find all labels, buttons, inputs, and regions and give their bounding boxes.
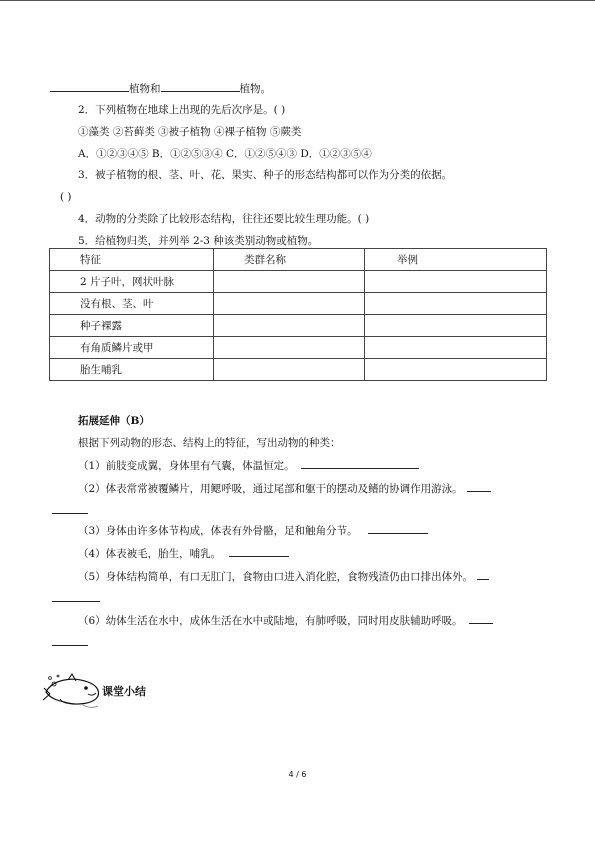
question-1-between: 植物和 bbox=[129, 83, 161, 95]
extension-item-2-continuation bbox=[52, 503, 88, 518]
answer-blank[interactable] bbox=[368, 523, 428, 534]
extension-item-5 bbox=[78, 569, 489, 584]
table-row bbox=[50, 359, 547, 381]
answer-blank[interactable] bbox=[161, 81, 240, 92]
page-number: 4 / 6 bbox=[288, 770, 307, 779]
question-4-stem: 4．动物的分类除了比较形态结构，往往还要比较生理功能。( ) bbox=[78, 213, 370, 225]
extension-item-text: （5）身体结构简单，有口无肛门，食物由口进入消化腔，食物残渣仍由口排出体外。 bbox=[78, 571, 474, 583]
table-cell-group-name[interactable] bbox=[214, 337, 365, 359]
extension-item-text: （4）体表被毛，胎生，哺乳。 bbox=[78, 548, 222, 560]
page-top-border bbox=[0, 0, 595, 1]
table-cell-example[interactable] bbox=[365, 315, 547, 337]
answer-blank[interactable] bbox=[301, 458, 419, 469]
section-heading-extension: 拓展延伸（B） bbox=[78, 415, 150, 427]
dolphin-mascot-icon bbox=[42, 672, 162, 712]
answer-blank[interactable] bbox=[229, 546, 289, 557]
table-cell-feature: 有角质鳞片或甲 bbox=[50, 337, 214, 359]
question-2-options: A．①②③④⑤ B．①②⑤③④ C．①②⑤④③ D．①②③⑤④ bbox=[78, 148, 372, 160]
table-header-example: 举例 bbox=[365, 249, 547, 271]
table-cell-example[interactable] bbox=[365, 271, 547, 293]
table-cell-feature: 2 片子叶，网状叶脉 bbox=[50, 271, 214, 293]
extension-item-2 bbox=[78, 481, 491, 496]
table-header-group-name: 类群名称 bbox=[214, 249, 365, 271]
answer-blank[interactable] bbox=[52, 591, 100, 602]
answer-blank[interactable] bbox=[469, 613, 493, 624]
extension-item-text: （1）前肢变成翼，身体里有气囊，体温恒定。 bbox=[78, 460, 295, 472]
extension-item-6 bbox=[78, 613, 493, 628]
extension-item-text: （6）幼体生活在水中，成体生活在水中或陆地，有肺呼吸，同时用皮肤辅助呼吸。 bbox=[78, 615, 463, 627]
table-cell-feature: 胎生哺乳 bbox=[50, 359, 214, 381]
table-cell-feature: 种子裸露 bbox=[50, 315, 214, 337]
question-3-answer-paren: ( ) bbox=[60, 191, 72, 203]
class-summary-label: 课堂小结 bbox=[102, 685, 146, 698]
extension-intro: 根据下列动物的形态、结构上的特征，写出动物的种类： bbox=[78, 437, 341, 449]
table-row bbox=[50, 315, 547, 337]
table-row bbox=[50, 271, 547, 293]
answer-blank[interactable] bbox=[477, 569, 489, 580]
table-cell-example[interactable] bbox=[365, 293, 547, 315]
question-2-items: ①藻类 ②苔藓类 ③被子植物 ④裸子植物 ⑤蕨类 bbox=[78, 126, 302, 138]
table-cell-example[interactable] bbox=[365, 337, 547, 359]
question-5-stem: 5．给植物归类，并列举 2-3 种该类别动物或植物。 bbox=[78, 235, 319, 247]
answer-blank[interactable] bbox=[52, 503, 88, 514]
question-2-stem: 2．下列植物在地球上出现的先后次序是。( ) bbox=[78, 104, 286, 116]
table-header-row bbox=[50, 249, 547, 271]
class-summary-banner bbox=[42, 672, 162, 715]
question-1-line bbox=[50, 81, 271, 96]
question-3-stem: 3．被子植物的根、茎、叶、花、果实、种子的形态结构都可以作为分类的依据。 bbox=[78, 169, 453, 181]
answer-blank[interactable] bbox=[467, 481, 491, 492]
table-cell-group-name[interactable] bbox=[214, 359, 365, 381]
extension-item-6-continuation bbox=[52, 635, 88, 650]
extension-item-1 bbox=[78, 458, 419, 473]
table-header-feature: 特征 bbox=[50, 249, 214, 271]
extension-item-text: （2）体表常常被覆鳞片，用鳃呼吸，通过尾部和躯干的摆动及鳍的协调作用游泳。 bbox=[78, 483, 463, 495]
table-cell-group-name[interactable] bbox=[214, 293, 365, 315]
table-cell-feature: 没有根、茎、叶 bbox=[50, 293, 214, 315]
extension-item-4 bbox=[78, 546, 289, 561]
answer-blank[interactable] bbox=[50, 81, 129, 92]
question-1-end: 植物。 bbox=[239, 83, 271, 95]
extension-item-3 bbox=[78, 523, 428, 538]
answer-blank[interactable] bbox=[52, 635, 88, 646]
table-cell-group-name[interactable] bbox=[214, 271, 365, 293]
extension-item-5-continuation bbox=[52, 591, 100, 606]
table-row bbox=[50, 293, 547, 315]
classification-table bbox=[49, 248, 547, 381]
table-cell-example[interactable] bbox=[365, 359, 547, 381]
table-cell-group-name[interactable] bbox=[214, 315, 365, 337]
table-row bbox=[50, 337, 547, 359]
extension-item-text: （3）身体由许多体节构成，体表有外骨骼，足和触角分节。 bbox=[78, 525, 358, 537]
